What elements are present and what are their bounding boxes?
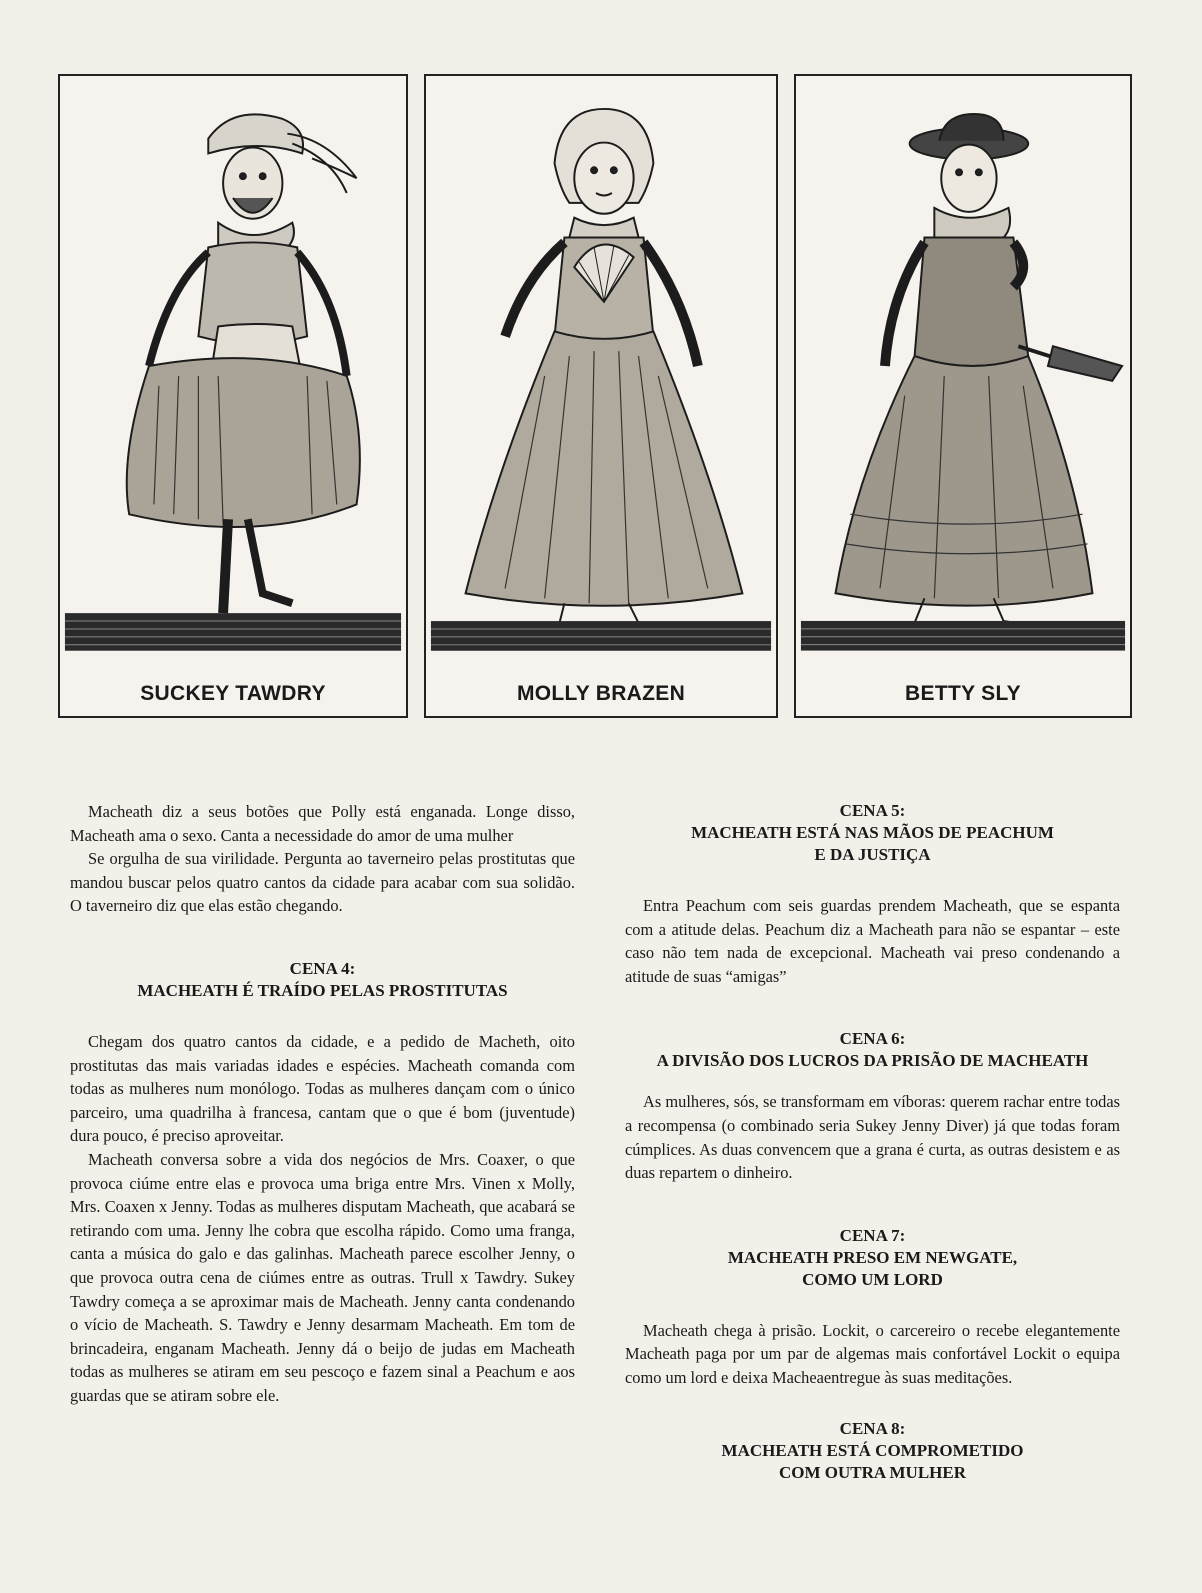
- scene-paragraph: Chegam dos quatro cantos da cidade, e a pedido de Macheth, oito prostitutas das mais variadas idades e espécies. Macheath comanda com todas as mulheres num monólogo. Todas as mulheres dançam com o único parceiro, uma quadrilha à francesa, cantam que o que é bom (juventude) dura pouco, é preciso aproveitar.: [70, 1031, 575, 1146]
- scene-number: CENA 7:: [839, 1225, 906, 1245]
- scene-paragraph: Macheath chega à prisão. Lockit, o carcereiro o recebe elegantemente Macheath paga por um par de algemas mais confortável Lockit o equipa como um lord e deixa Macheaentregue às suas meditações.: [625, 1320, 1120, 1387]
- scene-title-line: MACHEATH PRESO EM NEWGATE,: [727, 1247, 1018, 1267]
- illustration-panel-molly-brazen: [424, 74, 778, 718]
- scene-title-line: E DA JUSTIÇA: [814, 845, 931, 864]
- panel-caption: MOLLY BRAZEN: [516, 682, 686, 705]
- scene-title-line: MACHEATH ESTÁ NAS MÃOS DE PEACHUM: [691, 823, 1054, 842]
- right-text-column: [625, 800, 1120, 1484]
- scene-paragraph: As mulheres, sós, se transformam em víboras: querem rachar entre todas a recompensa (o combinado seria Sukey Jenny Diver) já que todas foram cúmplices. As duas convencem que a grana é curta, as outras desistem e as duas repartem o dinheiro.: [625, 1092, 1120, 1183]
- illustration-panel-suckey-tawdry: [58, 74, 408, 718]
- scene-number: CENA 5:: [839, 801, 906, 820]
- woodcut-woman-lifting-skirt-icon: [60, 76, 406, 656]
- left-text-column: [70, 800, 575, 1407]
- woodcut-woman-with-fan-and-bonnet-icon: [426, 76, 776, 656]
- scene-6-heading: [625, 1028, 1120, 1072]
- scene-paragraph: Entra Peachum com seis guardas prendem Macheath, que se espanta com a atitude delas. Peachum diz a Macheath para não se espantar – este caso não tem nada de excepcional. Macheath vai preso condenando a atitude de suas “amigas”: [625, 896, 1120, 986]
- scene-number: CENA 8:: [839, 1418, 906, 1438]
- scene-title-line: A DIVISÃO DOS LUCROS DA PRISÃO DE MACHEATH: [656, 1051, 1089, 1071]
- scene-number: CENA 6:: [839, 1029, 906, 1049]
- scene-paragraph: Macheath conversa sobre a vida dos negócios de Mrs. Coaxer, o que provoca ciúme entre elas e provoca uma briga entre Mrs. Vinen x Molly, Mrs. Coaxen x Jenny. Todas as mulheres disputam Macheath, que acabará se retirando com uma. Jenny lhe cobra que escolha rápido. Como uma franga, canta a música do galo e das galinhas. Macheath parece escolher Jenny, o que provoca outra cena de ciúmes entre as outras. Trull x Tawdry. Sukey Tawdry começa a se aproximar mais de Macheath. Jenny canta condenando o vício de Macheath. S. Tawdry e Jenny desarmam Macheath. Em tom de brincadeira, enganam Macheath. Jenny dá o beijo de judas em Macheath todas as mulheres se atiram em seu pescoço e fazem sinal a Peachum e aos guardas que se atiram sobre ele.: [70, 1149, 575, 1405]
- scene-title: MACHEATH É TRAÍDO PELAS PROSTITUTAS: [137, 980, 508, 1000]
- panel-caption: SUCKEY TAWDRY: [140, 682, 326, 705]
- scene-number: CENA 4:: [289, 958, 356, 978]
- scene-5-heading: [625, 800, 1120, 866]
- scene-title-line: COMO UM LORD: [802, 1269, 943, 1289]
- scene-4-heading: [70, 958, 575, 1002]
- panel-caption: BETTY SLY: [905, 682, 1021, 705]
- scene-title-line: MACHEATH ESTÁ COMPROMETIDO: [721, 1440, 1024, 1460]
- scene-8-heading: [625, 1418, 1120, 1484]
- scene-title-line: COM OUTRA MULHER: [779, 1462, 966, 1482]
- woodcut-woman-with-hat-and-fan-icon: [796, 76, 1130, 656]
- illustration-panel-betty-sly: [794, 74, 1132, 718]
- intro-paragraph: Macheath diz a seus botões que Polly está enganada. Longe disso, Macheath ama o sexo. Canta a necessidade do amor de uma mulher: [70, 802, 575, 845]
- scene-7-heading: [625, 1225, 1120, 1291]
- intro-paragraph: Se orgulha de sua virilidade. Pergunta ao taverneiro pelas prostitutas que mandou buscar pelos quatro cantos da cidade para acabar com sua solidão. O taverneiro diz que elas estão chegando.: [70, 849, 575, 916]
